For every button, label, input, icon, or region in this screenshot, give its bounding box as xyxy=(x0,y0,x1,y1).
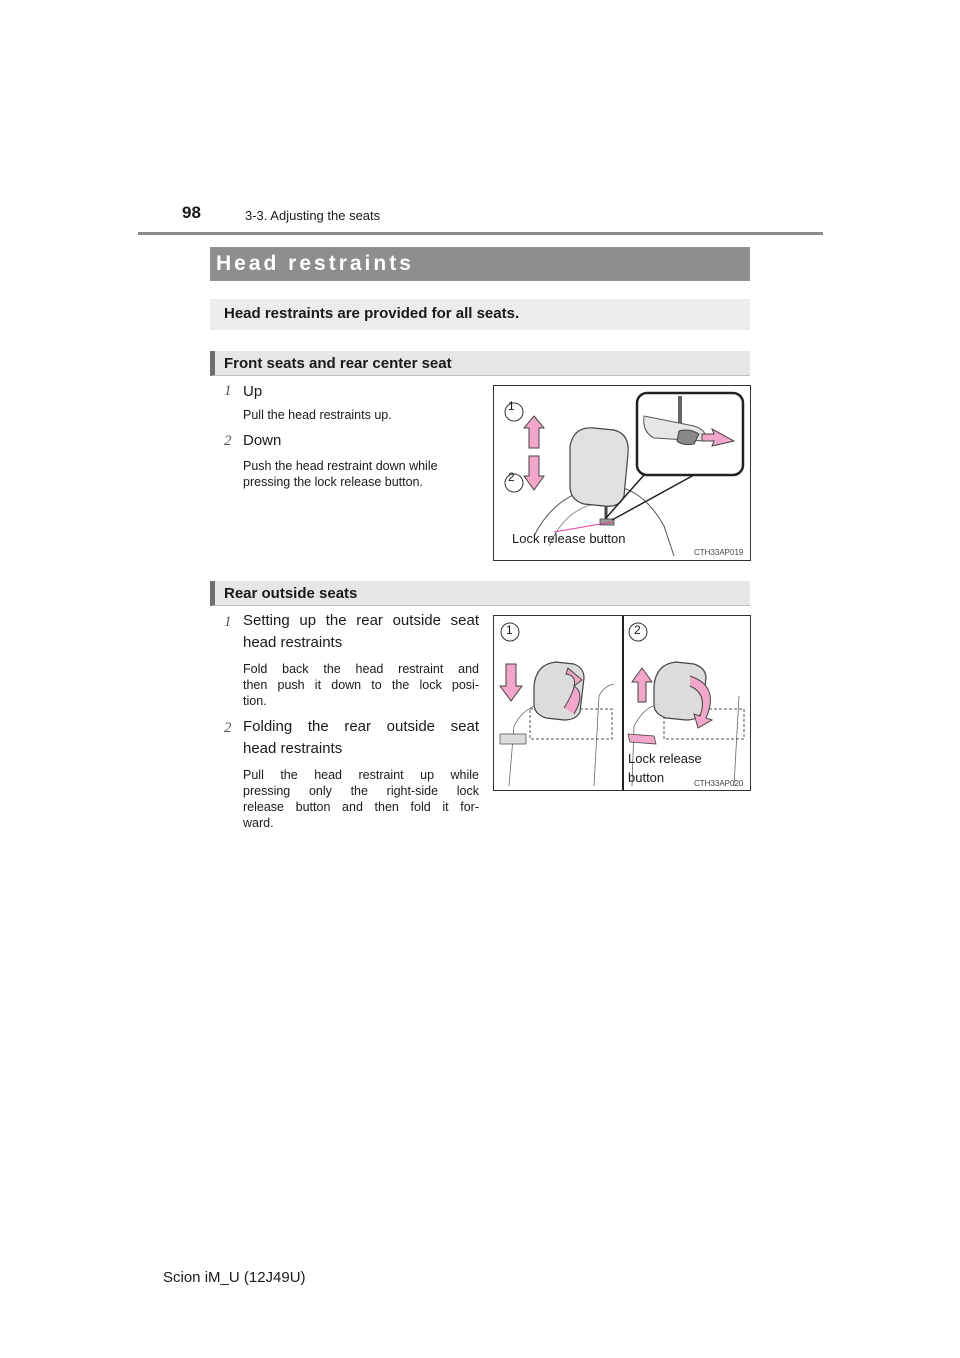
step-title-fold: Folding the rear outside seat head restraints xyxy=(243,718,479,757)
step-number: 2 xyxy=(224,720,232,736)
step-desc-setup: Fold back the head restraint and then push it down to the lock posi- tion. xyxy=(243,662,479,708)
front-seats-heading xyxy=(210,351,750,376)
step-title-down: Down xyxy=(243,432,282,449)
step-number: 2 xyxy=(224,433,232,449)
header-divider xyxy=(138,232,823,235)
section-header: 3-3. Adjusting the seats xyxy=(245,208,381,223)
intro-text: Head restraints are provided for all seats. xyxy=(224,305,520,322)
figure-marker-1: 1 xyxy=(508,399,515,413)
step-number: 1 xyxy=(224,614,232,630)
rear-seats-heading xyxy=(210,581,750,606)
lock-release-label: Lock release button xyxy=(628,751,702,785)
page-title: Head restraints xyxy=(216,252,414,275)
step-desc-up: Pull the head restraints up. xyxy=(243,408,392,422)
figure-code: CTH33AP019 xyxy=(694,548,744,557)
front-seats-heading-text: Front seats and rear center seat xyxy=(224,355,452,372)
lock-release-label: Lock release button xyxy=(512,531,626,546)
footer-model: Scion iM_U (12J49U) xyxy=(163,1269,306,1286)
panel-marker-2: 2 xyxy=(634,623,641,637)
page-title-bar xyxy=(210,247,750,281)
rear-seat-figure xyxy=(493,615,751,791)
figure-marker-2: 2 xyxy=(508,470,515,484)
figure-code: CTH33AP020 xyxy=(694,779,744,788)
step-number: 1 xyxy=(224,383,232,399)
intro-box xyxy=(210,299,750,330)
panel-marker-1: 1 xyxy=(506,623,513,637)
rear-headrest-illustration xyxy=(494,616,750,790)
page-number: 98 xyxy=(182,203,201,222)
rear-seats-heading-text: Rear outside seats xyxy=(224,585,358,602)
step-desc-fold: Pull the head restraint up while pressing only the right-side lock release button and then fold it for- ward. xyxy=(243,768,479,830)
step-desc-down: Push the head restraint down while pressing the lock release button. xyxy=(243,459,438,489)
step-title-setup: Setting up the rear outside seat head restraints xyxy=(243,612,479,651)
step-title-up: Up xyxy=(243,383,263,400)
front-seat-figure xyxy=(493,385,751,561)
